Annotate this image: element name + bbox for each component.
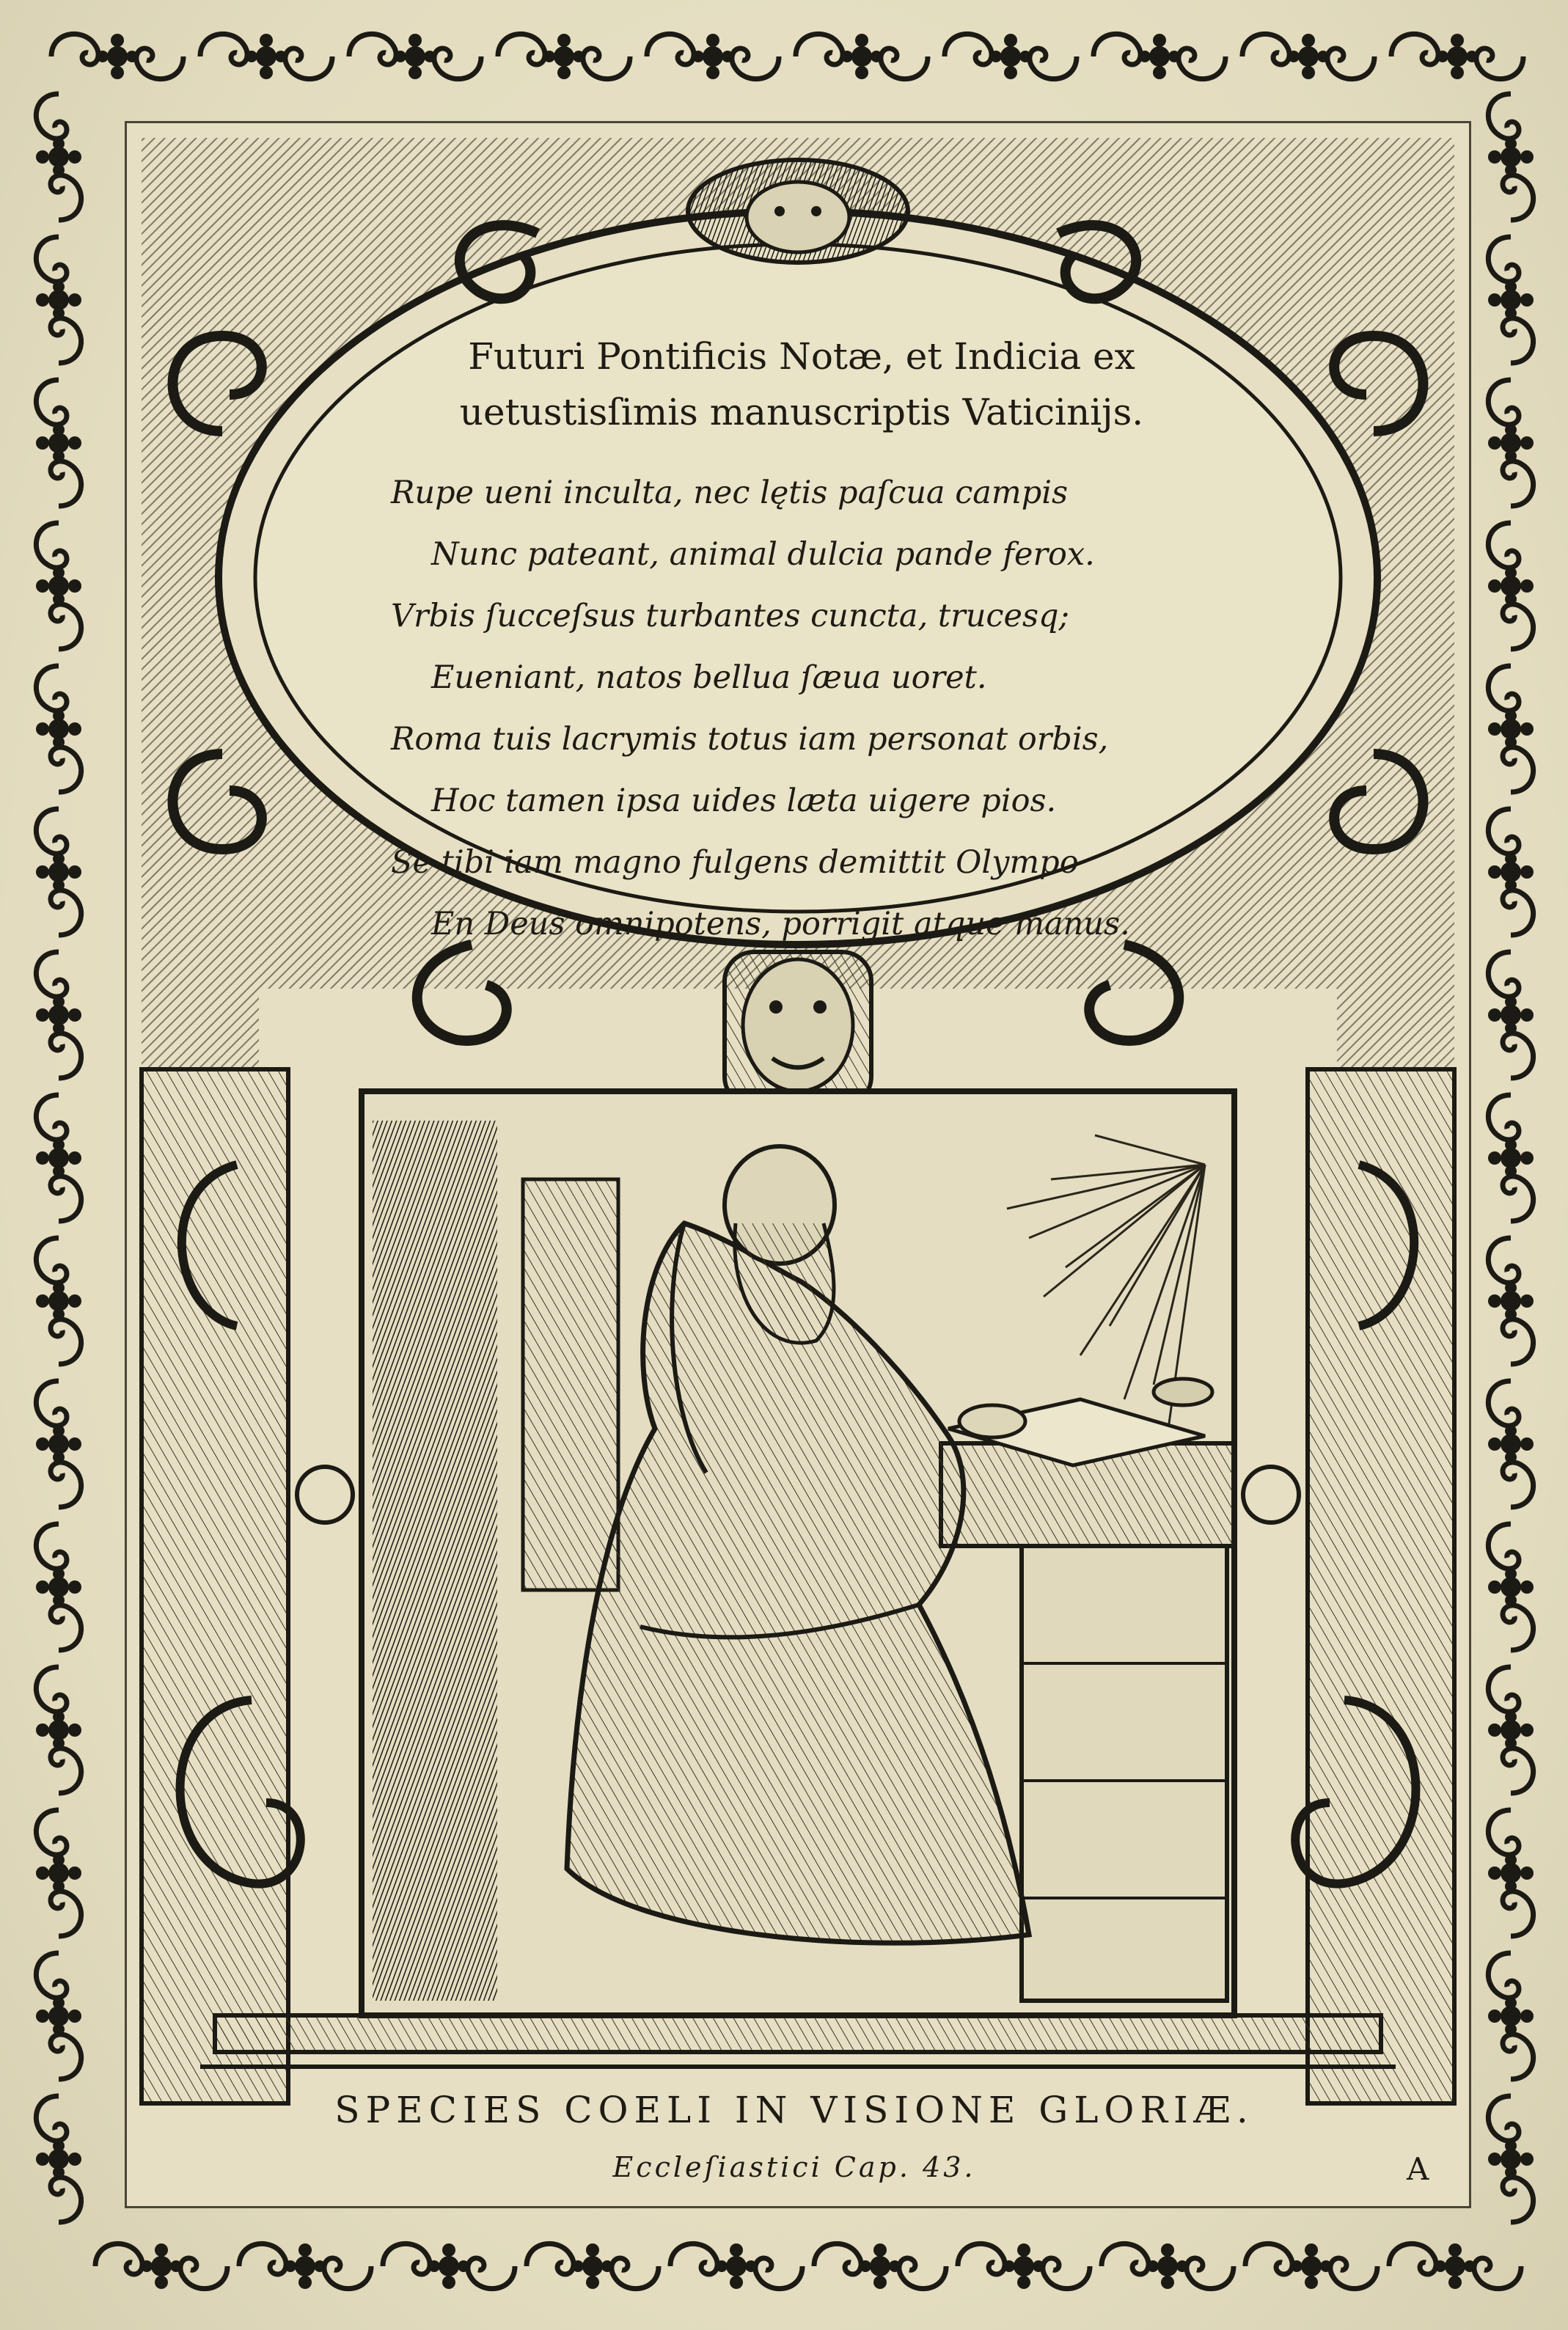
poem-line: Hoc tamen ipsa uides læta uigere pios. [431,783,1057,819]
latin-poem [391,462,1234,955]
poem-line: Vrbis ſucceſsus turbantes cuncta, trucesq; [391,598,1070,634]
border-ornament-bottom [88,2226,1525,2307]
heading-line: uetustisſimis manuscriptis Vaticinijs. [459,391,1144,433]
poem-line: Roma tuis lacrymis totus iam personat orbis, [391,721,1109,758]
heading-line: Futuri Pontificis Notæ, et Indicia ex [468,335,1135,378]
poem-line: Nunc pateant, animal dulcia pande ferox. [431,536,1095,573]
border-ornament-left [22,88,95,2237]
engraved-plate [125,121,1471,2208]
scripture-reference: Eccleſiastici Cap. 43. [612,2151,976,2183]
poem-line: Eueniant, natos bellua ſæua uoret. [431,659,987,696]
border-ornament-right [1474,88,1547,2237]
poem-line: En Deus omnipotens, porrigit atque manus. [431,906,1130,942]
border-ornament-top [44,16,1533,97]
poem-line: Se tibi iam magno fulgens demittit Olympo [391,844,1079,881]
plate-heading [362,329,1242,440]
poem-line: Rupe ueni inculta, nec lętis paſcua campis [391,475,1069,511]
signature-mark: A [1407,2151,1429,2187]
plate-caption: SPECIES COELI IN VISIONE GLORIÆ. [334,2089,1254,2131]
